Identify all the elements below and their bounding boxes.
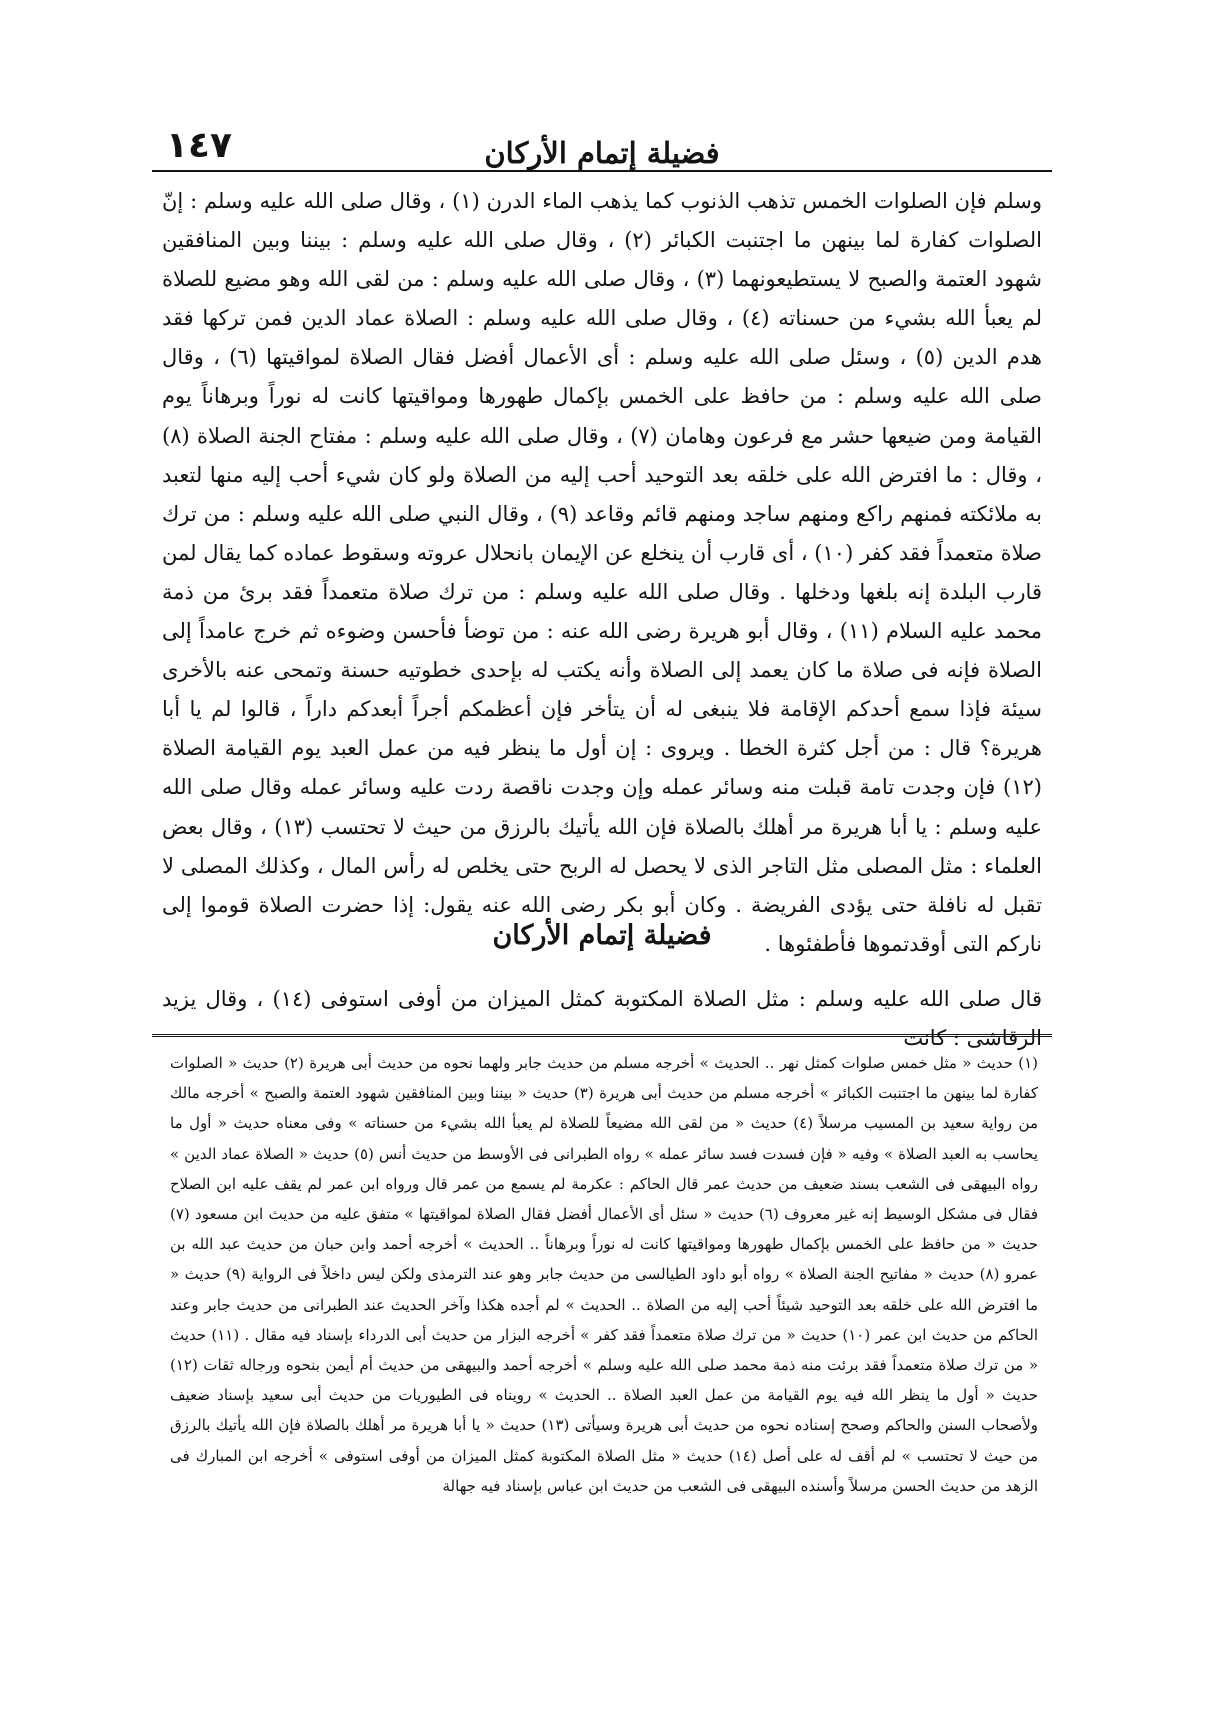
page-number: ١٤٧ xyxy=(166,125,232,166)
page-header xyxy=(152,112,1052,168)
header-rule xyxy=(152,170,1052,172)
section-paragraph: قال صلى الله عليه وسلم : مثل الصلاة المكتوبة كمثل الميزان من أوفى استوفى (١٤) ، وقال يزيد الرقاشى : كانت xyxy=(162,987,1042,1050)
section-text xyxy=(162,980,1042,1058)
footnotes xyxy=(170,1048,1038,1501)
main-text xyxy=(162,182,1042,964)
running-title: فضيلة إتمام الأركان xyxy=(484,136,720,170)
main-paragraph: وسلم فإن الصلوات الخمس تذهب الذنوب كما يذهب الماء الدرن (١) ، وقال صلى الله عليه وسلم : إنّ الصلوات كفارة لما بينهن ما اجتنبت الكبائر (٢) ، وقال صلى الله عليه وسلم : بيننا وبين المنافقين شهود العتمة والصبح لا يستطيعونهما (٣) ، وقال صلى الله عليه وسلم : من لقى الله وهو مضيع للصلاة لم يعبأ الله بشيء من حسناته (٤) ، وقال صلى الله عليه وسلم : الصلاة عماد الدين فمن تركها فقد هدم الدين (٥) ، وسئل صلى الله عليه وسلم : أى الأعمال أفضل فقال الصلاة لمواقيتها (٦) ، وقال صلى الله عليه وسلم : من حافظ على الخمس بإكمال طهورها ومواقيتها كانت له نوراً وبرهاناً يوم القيامة ومن ضيعها حشر مع فرعون وهامان (٧) ، وقال صلى الله عليه وسلم : مفتاح الجنة الصلاة (٨) ، وقال : ما افترض الله على خلقه بعد التوحيد أحب إليه من الصلاة ولو كان شيء أحب إليه منها لتعبد به ملائكته فمنهم راكع ومنهم ساجد ومنهم قائم وقاعد (٩) ، وقال النبي صلى الله عليه وسلم : من ترك صلاة متعمداً فقد كفر (١٠) ، أى قارب أن ينخلع عن الإيمان بانحلال عروته وسقوط عماده كما يقال لمن قارب البلدة إنه بلغها ودخلها . وقال صلى الله عليه وسلم : من ترك صلاة متعمداً فقد برئ من ذمة محمد عليه السلام (١١) ، وقال أبو هريرة رضى الله عنه : من توضأ فأحسن وضوءه ثم خرج عامداً إلى الصلاة فإنه فى صلاة ما كان يعمد إلى الصلاة وأنه يكتب له بإحدى خطوتيه حسنة وتمحى عنه بالأخرى سيئة فإذا سمع أحدكم الإقامة فلا ينبغى له أن يتأخر فإن أعظمكم أجراً أبعدكم داراً ، قالوا لم يا أبا هريرة؟ قال : من أجل كثرة الخطا . ويروى : إن أول ما ينظر فيه من عمل العبد يوم القيامة الصلاة (١٢) فإن وجدت تامة قبلت منه وسائر عمله وإن وجدت ناقصة ردت عليه وسائر عمله وقال صلى الله عليه وسلم : يا أبا هريرة مر أهلك بالصلاة فإن الله يأتيك بالرزق من حيث لا تحتسب (١٣) ، وقال بعض العلماء : مثل المصلى مثل التاجر الذى لا يحصل له الربح حتى يخلص له رأس المال ، وكذلك المصلى لا تقبل له نافلة حتى يؤدى الفريضة . وكان أبو بكر رضى الله عنه يقول: إذا حضرت الصلاة قوموا إلى ناركم التى أوقدتموها فأطفئوها . xyxy=(162,189,1042,956)
section-heading: فضيلة إتمام الأركان xyxy=(492,920,712,951)
footnotes-paragraph: (١) حديث « مثل خمس صلوات كمثل نهر .. الحديث » أخرجه مسلم من حديث جابر ولهما نحوه من حديث أبى هريرة (٢) حديث « الصلوات كفارة لما بينهن ما اجتنبت الكبائر » أخرجه مسلم من حديث أبى هريرة (٣) حديث « بيننا وبين المنافقين شهود العتمة والصبح » أخرجه مالك من رواية سعيد بن المسيب مرسلاً (٤) حديث « من لقى الله مضيعاً للصلاة لم يعبأ الله بشيء من حسناته » وفى معناه حديث « أول ما يحاسب به العبد الصلاة » وفيه « فإن فسدت فسد سائر عمله » رواه الطبرانى فى الأوسط من حديث أنس (٥) حديث « الصلاة عماد الدين » رواه البيهقى فى الشعب بسند ضعيف من حديث عمر قال الحاكم : عكرمة لم يسمع من عمر قال ورواه ابن عمر لم يقف عليه ابن الصلاح فقال فى مشكل الوسيط إنه غير معروف (٦) حديث « سئل أى الأعمال أفضل فقال الصلاة لمواقيتها » متفق عليه من حديث ابن مسعود (٧) حديث « من حافظ على الخمس بإكمال طهورها ومواقيتها كانت له نوراً وبرهاناً .. الحديث » أخرجه أحمد وابن حبان من حديث عبد الله بن عمرو (٨) حديث « مفاتيح الجنة الصلاة » رواه أبو داود الطيالسى من حديث جابر وهو عند الترمذى ولكن ليس داخلاً فى الرواية (٩) حديث « ما افترض الله على خلقه بعد التوحيد شيئاً أحب إليه من الصلاة .. الحديث » لم أجده هكذا وآخر الحديث عند الطبرانى من حديث جابر وعند الحاكم من حديث ابن عمر (١٠) حديث « من ترك صلاة متعمداً فقد كفر » أخرجه البزار من حديث أبى الدرداء بإسناد فيه مقال . (١١) حديث « من ترك صلاة متعمداً فقد برئت منه ذمة محمد صلى الله عليه وسلم » أخرجه أحمد والبيهقى من حديث أم أيمن بنحوه ورجاله ثقات (١٢) حديث « أول ما ينظر الله فيه يوم القيامة من عمل العبد الصلاة .. الحديث » رويناه فى الطيوريات من حديث أبى سعيد بإسناد ضعيف ولأصحاب السنن والحاكم وصحح إسناده نحوه من حديث أبى هريرة وسيأتى (١٣) حديث « يا أبا هريرة مر أهلك بالصلاة فإن الله يأتيك بالرزق من حيث لا تحتسب » لم أقف له على أصل (١٤) حديث « مثل الصلاة المكتوبة كمثل الميزان من أوفى استوفى » أخرجه ابن المبارك فى الزهد من حديث الحسن مرسلاً وأسنده البيهقى فى الشعب من حديث ابن عباس بإسناد فيه جهالة xyxy=(170,1054,1039,1495)
footnote-rule xyxy=(152,1034,1052,1040)
